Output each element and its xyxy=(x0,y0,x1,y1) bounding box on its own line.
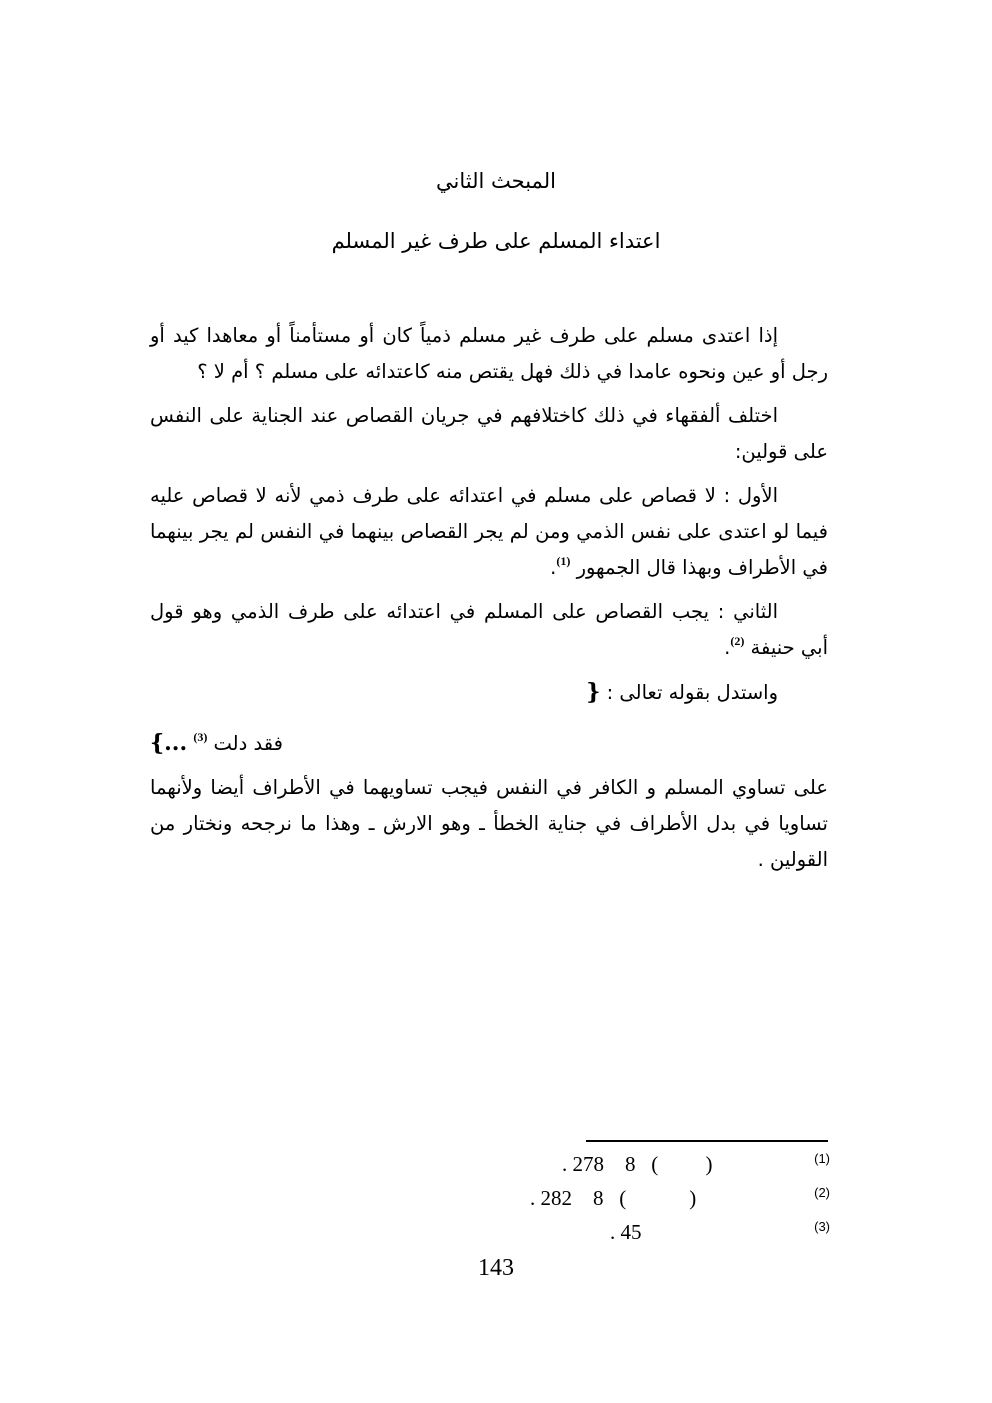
paragraph-first-opinion xyxy=(150,478,828,586)
footnote-marker[interactable]: (2) xyxy=(730,633,745,648)
paragraph-conclusion xyxy=(150,770,828,878)
verse-close-brace: ...} xyxy=(150,730,188,756)
footnote-1 xyxy=(500,1150,830,1184)
footnote-2 xyxy=(500,1184,830,1218)
verse-close-line xyxy=(150,725,828,762)
verse-intro xyxy=(150,674,828,711)
footnote-separator xyxy=(586,1140,828,1142)
section-subtitle: اعتداء المسلم على طرف غير المسلم xyxy=(331,229,661,253)
paragraph-second-opinion xyxy=(150,594,828,666)
sentence-end: . xyxy=(550,556,557,579)
verse-intro-text: واستدل بقوله تعالى : xyxy=(606,681,778,704)
footnote-number: (2) xyxy=(814,1185,830,1200)
paragraph-text: الأول : لا قصاص على مسلم في اعتدائه على طرف ذمي لأنه لا قصاص عليه فيما لو اعتدى على نفس الذمي ومن لم يجر القصاص بينهما في النفس لم يجر بينهما في الأطراف وبهذا قال الجمهور xyxy=(150,484,828,579)
footnote-3 xyxy=(500,1218,830,1252)
footnote-text: . 278 8 ( ) xyxy=(562,1152,713,1176)
body-text xyxy=(150,318,828,886)
paragraph-text: اختلف ألفقهاء في ذلك كاختلافهم في جريان القصاص عند الجناية على النفس على قولين: xyxy=(150,404,828,463)
footnote-marker[interactable]: (1) xyxy=(556,553,571,568)
paragraph-disagreement xyxy=(150,398,828,470)
verse-open-brace: { xyxy=(586,679,601,705)
verse-after-text: فقد دلت xyxy=(213,732,283,755)
page-number: 143 xyxy=(478,1255,514,1281)
paragraph-intro xyxy=(150,318,828,390)
footnote-text: . 282 8 ( ) xyxy=(530,1186,697,1210)
footnote-number: (3) xyxy=(814,1219,830,1234)
paragraph-text: على تساوي المسلم و الكافر في النفس فيجب تساويهما في الأطراف أيضا ولأنهما تساويا في بدل الأطراف في جناية الخطأ ـ وهو الارش ـ وهذا ما نرجحه ونختار من القولين . xyxy=(150,776,828,871)
footnote-text: . 45 xyxy=(610,1220,642,1244)
paragraph-text: إذا اعتدى مسلم على طرف غير مسلم ذمياً كان أو مستأمناً أو معاهدا كيد أو رجل أو عين ونحوه عامدا في ذلك فهل يقتص منه كاعتدائه على مسلم ؟ أم لا ؟ xyxy=(150,324,828,383)
footnote-number: (1) xyxy=(814,1151,830,1166)
section-title: المبحث الثاني xyxy=(436,169,556,193)
footnote-marker[interactable]: (3) xyxy=(193,729,208,744)
paragraph-text: الثاني : يجب القصاص على المسلم في اعتدائه على طرف الذمي وهو قول أبي حنيفة xyxy=(150,600,828,659)
footnotes xyxy=(500,1150,830,1252)
sentence-end: . xyxy=(724,636,731,659)
